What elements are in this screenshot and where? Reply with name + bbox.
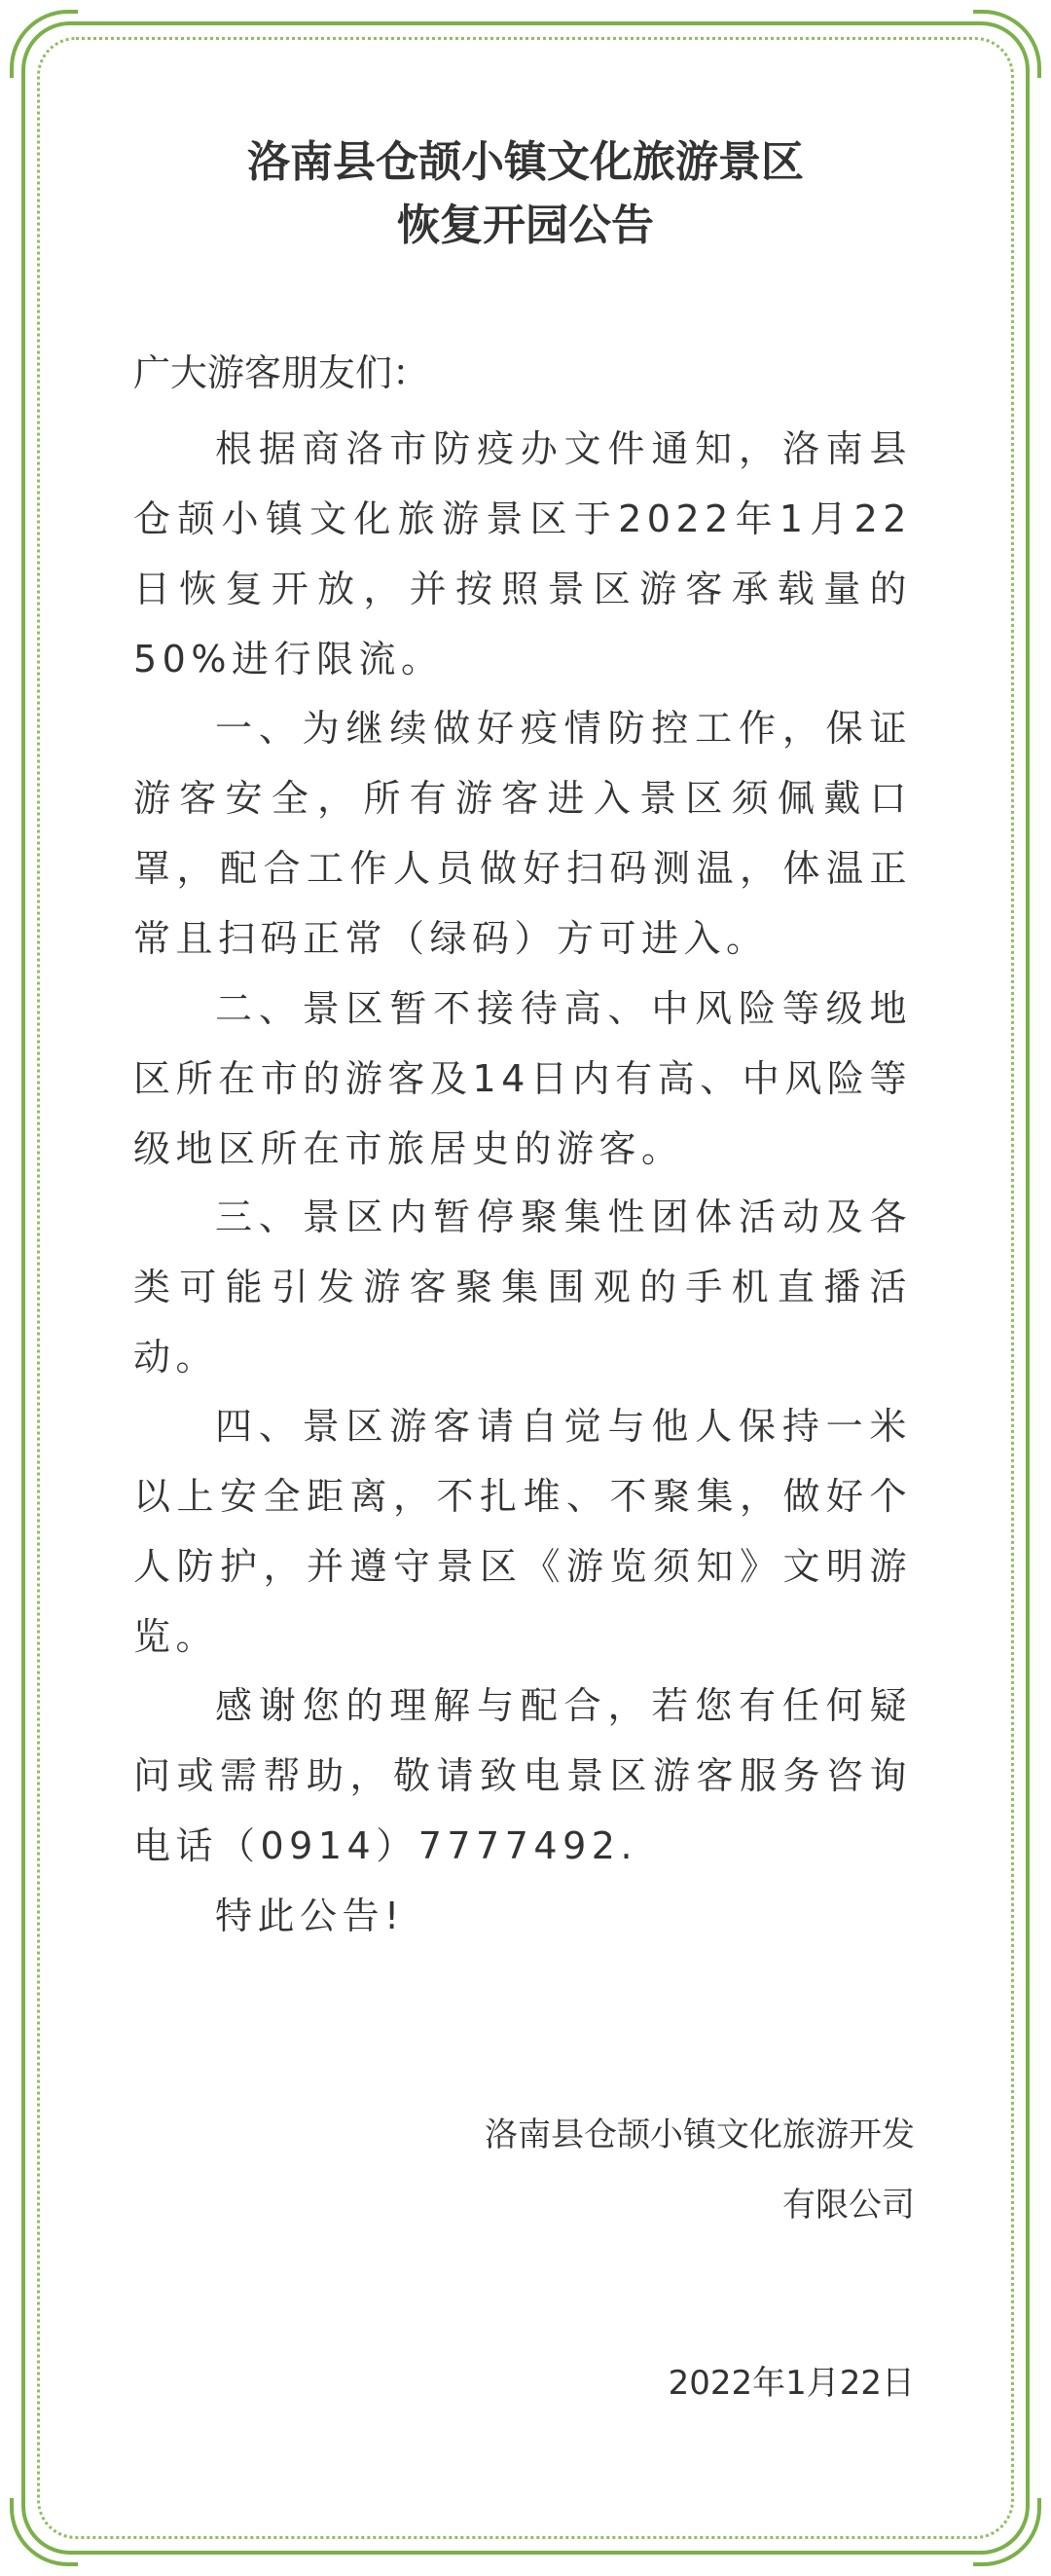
paragraph-intro: 根据商洛市防疫办文件通知，洛南县仓颉小镇文化旅游景区于2022年1月22日恢复开放，并按照景区游客承载量的50%进行限流。 [133,427,912,681]
frame-corner-bottom-left [10,2498,78,2566]
notice-title-line-2: 恢复开园公告 [397,201,654,250]
paragraph-closing: 特此公告! [215,1895,405,1937]
paragraph-item-3: 三、景区内暂停聚集性团体活动及各类可能引发游客聚集围观的手机直播活动。 [133,1196,912,1379]
paragraph-item-1: 一、为继续做好疫情防控工作，保证游客安全，所有游客进入景区须佩戴口罩，配合工作人员做好扫码测温，体温正常且扫码正常（绿码）方可进入。 [133,707,912,960]
frame-corner-bottom-right [973,2498,1041,2566]
paragraph-thanks: 感谢您的理解与配合，若您有任何疑问或需帮助，敬请致电景区游客服务咨询电话（0914）7777492. [133,1684,912,1867]
paragraph-item-2: 二、景区暂不接待高、中风险等级地区所在市的游客及14日内有高、中风险等级地区所在市旅居史的游客。 [133,987,912,1170]
salutation: 广大游客朋友们： [133,351,430,394]
paragraph-item-4: 四、景区游客请自觉与他人保持一米以上安全距离，不扎堆、不聚集，做好个人防护，并遵守景区《游览须知》文明游览。 [133,1405,912,1658]
signature-org-line-2: 有限公司 [782,2186,915,2225]
notice-title-line-1: 洛南县仓颉小镇文化旅游景区 [247,137,804,187]
frame-corner-top-left [10,10,78,78]
frame-corner-top-right [973,10,1041,78]
signature-org-line-1: 洛南县仓颉小镇文化旅游开发 [485,2116,915,2154]
signature-date: 2022年1月22日 [668,2364,915,2403]
